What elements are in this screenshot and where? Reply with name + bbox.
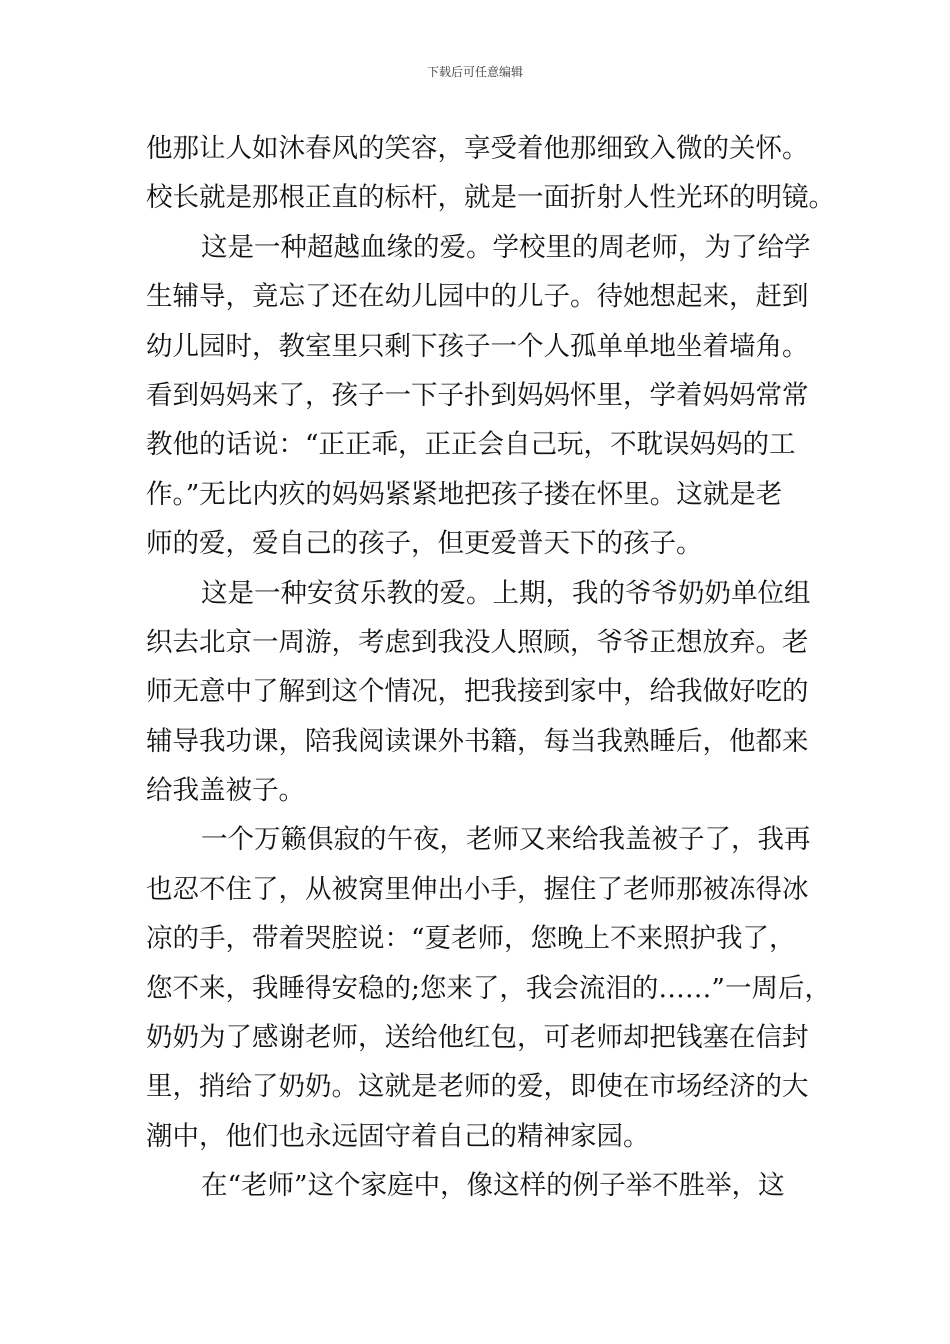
text-line: 教他的话说：“正正乖，正正会自己玩，不耽误妈妈的工 — [146, 429, 796, 461]
paragraph-first-line: 这是一种超越血缘的爱。学校里的周老师，为了给学 — [201, 231, 811, 263]
text-line: 他那让人如沐春风的笑容，享受着他那细致入微的关怀。 — [146, 133, 809, 164]
text-line: 校长就是那根正直的标杆，就是一面折射人性光环的明镜。 — [146, 182, 835, 214]
text-line: 织去北京一周游，考虑到我没人照顾，爷爷正想放弃。老 — [146, 626, 809, 658]
text-line: 里，捎给了奶奶。这就是老师的爱，即使在市场经济的大 — [146, 1071, 809, 1103]
text-line: 师无意中了解到这个情况，把我接到家中，给我做好吃的 — [146, 676, 809, 708]
text-line: 看到妈妈来了，孩子一下子扑到妈妈怀里，学着妈妈常常 — [146, 379, 809, 411]
page-header: 下载后可任意编辑 — [426, 65, 523, 79]
text-line: 幼儿园时，教室里只剩下孩子一个人孤单单地坐着墙角。 — [146, 330, 809, 362]
text-line: 辅导我功课，陪我阅读课外书籍，每当我熟睡后，他都来 — [146, 725, 809, 757]
text-line: 也忍不住了，从被窝里伸出小手，握住了老师那被冻得冰 — [146, 873, 809, 905]
text-line: 师的爱，爱自己的孩子，但更爱普天下的孩子。 — [146, 528, 703, 560]
text-line: 给我盖被子。 — [146, 775, 305, 807]
paragraph-first-line: 在“老师”这个家庭中，像这样的例子举不胜举，这 — [201, 1170, 785, 1202]
text-line: 奶奶为了感谢老师，送给他红包，可老师却把钱塞在信封 — [146, 1022, 809, 1054]
paragraph-first-line: 这是一种安贫乐教的爱。上期，我的爷爷奶奶单位组 — [201, 577, 811, 609]
text-line: 您不来，我睡得安稳的;您来了，我会流泪的……”一周后， — [146, 972, 831, 1004]
paragraph-first-line: 一个万籁俱寂的午夜，老师又来给我盖被子了，我再 — [201, 824, 811, 856]
text-line: 凉的手，带着哭腔说：“夏老师，您晚上不来照护我了， — [146, 923, 796, 955]
text-line: 潮中，他们也永远固守着自己的精神家园。 — [146, 1120, 650, 1152]
document-body — [146, 124, 835, 1211]
text-line: 生辅导，竟忘了还在幼儿园中的儿子。待她想起来，赶到 — [146, 281, 809, 313]
text-line: 作。”无比内疚的妈妈紧紧地把孩子搂在怀里。这就是老 — [146, 478, 783, 510]
